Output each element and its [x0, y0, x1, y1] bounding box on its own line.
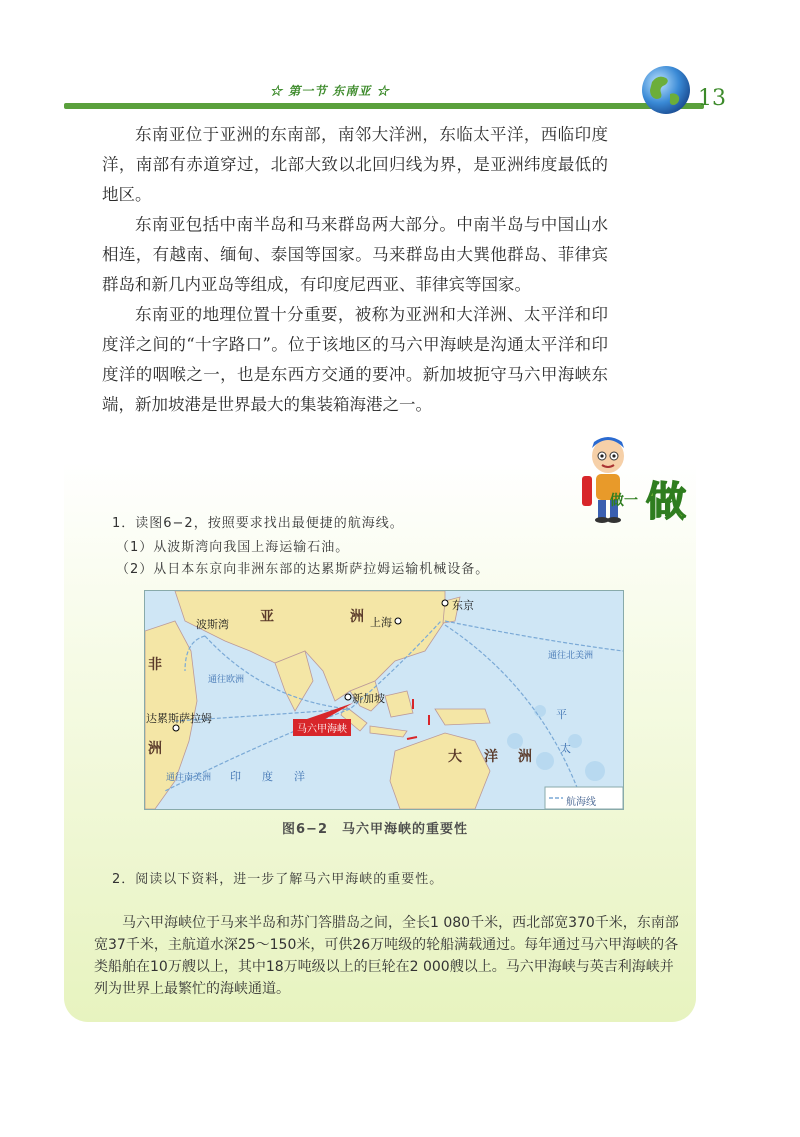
- map-label-africa-1: 非: [148, 657, 162, 673]
- map-label-indian-1: 印: [230, 770, 241, 783]
- figure-caption: 图6−2 马六甲海峡的重要性: [282, 822, 468, 837]
- section-title: 东南亚: [332, 84, 372, 98]
- task-1b: （2）从日本东京向非洲东部的达累斯萨拉姆运输机械设备。: [116, 562, 490, 577]
- map-label-pacific-2: 太: [560, 742, 571, 755]
- activity-label-small: 做一: [610, 493, 638, 509]
- map-label-tokyo: 东京: [452, 599, 474, 612]
- star-icon: ☆: [376, 84, 390, 98]
- map-label-to-europe: 通往欧洲: [208, 675, 245, 685]
- activity-label-big: 做: [646, 479, 686, 525]
- map-label-singapore: 新加坡: [352, 692, 385, 705]
- map-label-oceania-2: 洋: [484, 749, 498, 765]
- running-header: [270, 82, 470, 99]
- globe-icon: [640, 64, 692, 116]
- paragraph: 东南亚位于亚洲的东南部，南邻大洋洲，东临太平洋，西临印度洋，南部有赤道穿过，北部大致以北回归线为界，是亚洲纬度最低的地区。: [102, 125, 608, 204]
- legend-route: 航海线: [566, 797, 596, 808]
- body-text: [102, 120, 608, 420]
- map-label-pacific: 平: [556, 708, 567, 721]
- map-label-oceania-3: 洲: [518, 749, 532, 765]
- map-label-dar-es-salaam: 达累斯萨拉姆: [146, 712, 212, 725]
- task-1: 1．读图6−2，按照要求找出最便捷的航海线。: [112, 516, 404, 531]
- map-label-africa-2: 洲: [148, 741, 162, 757]
- map-label-asia-1: 亚: [260, 609, 274, 625]
- task-1a: （1）从波斯湾向我国上海运输石油。: [116, 540, 350, 555]
- strait-callout: 马六甲海峡: [293, 719, 351, 736]
- section-number: 第一节: [288, 84, 328, 98]
- page-number: 13: [698, 86, 726, 111]
- map-label-persian-gulf: 波斯湾: [196, 618, 229, 631]
- map-label-to-south-america: 通往南美洲: [166, 773, 212, 783]
- header-rule: [64, 103, 704, 109]
- map-label-asia-2: 洲: [350, 609, 364, 625]
- paragraph: 东南亚的地理位置十分重要，被称为亚洲和大洋洲、太平洋和印度洋之间的“十字路口”。位于该地区的马六甲海峡是沟通太平洋和印度洋的咽喉之一，也是东西方交通的要冲。新加坡扼守马六甲海峡东端，新加坡港是世界最大的集装箱海港之一。: [102, 305, 608, 414]
- map-label-oceania-1: 大: [448, 749, 462, 765]
- mascot-boy-icon: [576, 434, 638, 526]
- map-label-shanghai: 上海: [370, 616, 392, 629]
- star-icon: ☆: [270, 84, 284, 98]
- paragraph: 东南亚包括中南半岛和马来群岛两大部分。中南半岛与中国山水相连，有越南、缅甸、泰国等国家。马来群岛由大巽他群岛、菲律宾群岛和新几内亚岛等组成，有印度尼西亚、菲律宾等国家。: [102, 215, 608, 294]
- map-label-indian-2: 度: [262, 770, 273, 783]
- reading-material: 马六甲海峡位于马来半岛和苏门答腊岛之间，全长1 080千米，西北部宽370千米，东南部宽37千米，主航道水深25～150米，可供26万吨级的轮船满载通过。每年通过马六甲海峡的各类船舶在10万艘以上，其中18万吨级以上的巨轮在2 000艘以上。马六甲海峡与英吉利海峡并列为世界上最繁忙的海峡通道。: [94, 915, 679, 997]
- map-label-indian-3: 洋: [294, 770, 305, 783]
- task-2: 2．阅读以下资料，进一步了解马六甲海峡的重要性。: [112, 872, 444, 887]
- map-label-to-north-america: 通往北美洲: [548, 651, 594, 661]
